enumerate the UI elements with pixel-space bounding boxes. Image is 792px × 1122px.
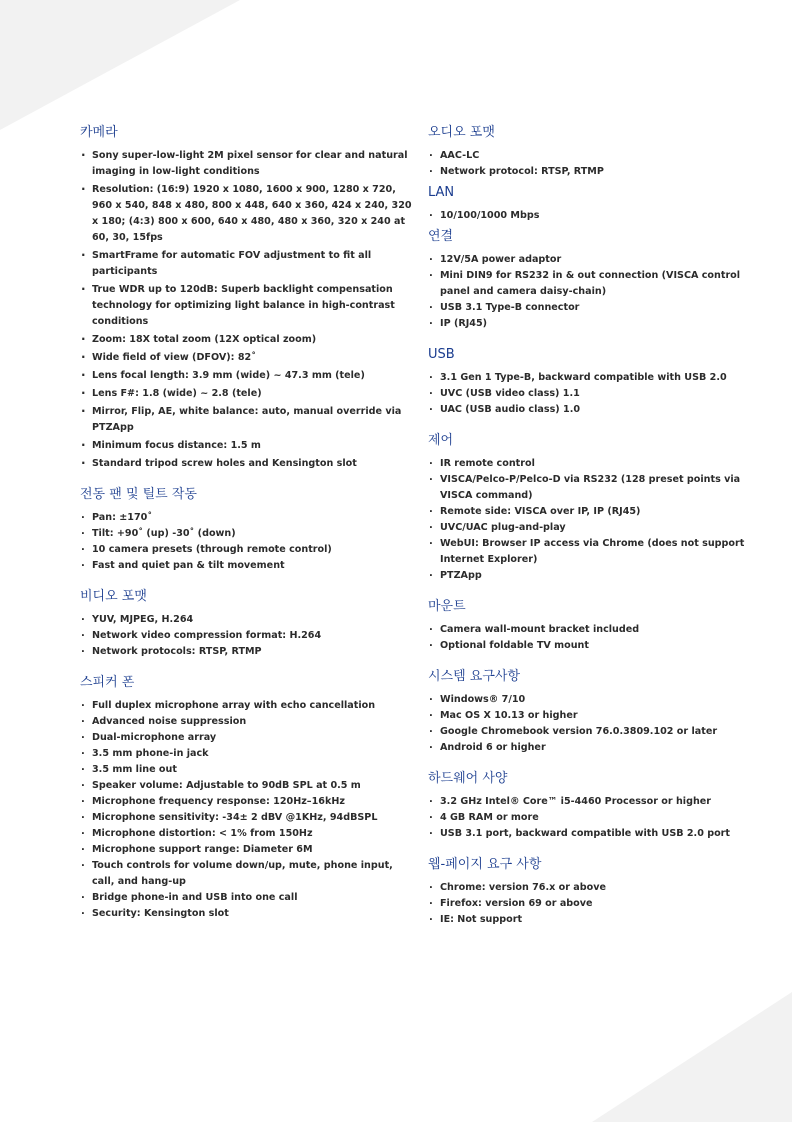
list-item: . Microphone sensitivity: -34± 2 dBV @1KHz, 94dBSPL	[80, 810, 416, 826]
spec-list	[80, 510, 416, 574]
list-item: . 4 GB RAM or more	[428, 810, 764, 826]
list-item: . Network video compression format: H.264	[80, 628, 416, 644]
section-heading: 오디오 포맷	[428, 125, 495, 140]
list-item: . 3.5 mm line out	[80, 762, 416, 778]
list-item: . Tilt: +90˚ (up) -30˚ (down)	[80, 526, 416, 542]
spec-list	[428, 208, 764, 224]
list-item: · Wide field of view (DFOV): 82˚	[80, 350, 416, 366]
list-item: . Camera wall-mount bracket included	[428, 622, 764, 638]
section-usb	[428, 346, 764, 418]
section-system-requirements	[428, 668, 764, 756]
section-video-format	[80, 588, 416, 660]
list-item: . UVC/UAC plug-and-play	[428, 520, 764, 536]
list-item: . Chrome: version 76.x or above	[428, 880, 764, 896]
corner-decoration-top-left	[0, 0, 240, 130]
list-item: . WebUI: Browser IP access via Chrome (does not support Internet Explorer)	[428, 536, 764, 568]
list-item: . IE: Not support	[428, 912, 764, 928]
section-heading: 시스템 요구사항	[428, 669, 521, 684]
list-item: . Firefox: version 69 or above	[428, 896, 764, 912]
list-item: . Fast and quiet pan & tilt movement	[80, 558, 416, 574]
section-pan-tilt	[80, 486, 416, 574]
list-item: . Microphone support range: Diameter 6M	[80, 842, 416, 858]
spec-list	[428, 370, 764, 418]
list-item: . UAC (USB audio class) 1.0	[428, 402, 764, 418]
list-item: · Lens F#: 1.8 (wide) ~ 2.8 (tele)	[80, 386, 416, 402]
list-item: . IP (RJ45)	[428, 316, 764, 332]
list-item: . Windows® 7/10	[428, 692, 764, 708]
section-control	[428, 432, 764, 584]
section-camera	[80, 124, 416, 472]
list-item: · Zoom: 18X total zoom (12X optical zoom)	[80, 332, 416, 348]
list-item: . Dual-microphone array	[80, 730, 416, 746]
section-lan	[428, 184, 764, 224]
list-item: . Speaker volume: Adjustable to 90dB SPL at 0.5 m	[80, 778, 416, 794]
spec-list	[80, 148, 416, 472]
list-item: · Minimum focus distance: 1.5 m	[80, 438, 416, 454]
spec-list	[428, 692, 764, 756]
list-item: . Google Chromebook version 76.0.3809.102 or later	[428, 724, 764, 740]
spec-list	[428, 794, 764, 842]
section-heading: 제어	[428, 433, 454, 448]
corner-decoration-bottom-right	[592, 992, 792, 1122]
list-item: . Advanced noise suppression	[80, 714, 416, 730]
list-item: . PTZApp	[428, 568, 764, 584]
list-item: . Microphone distortion: < 1% from 150Hz	[80, 826, 416, 842]
section-heading: 연결	[428, 229, 454, 244]
section-heading: USB	[428, 347, 455, 362]
list-item: . 3.1 Gen 1 Type-B, backward compatible with USB 2.0	[428, 370, 764, 386]
list-item: . YUV, MJPEG, H.264	[80, 612, 416, 628]
list-item: . Security: Kensington slot	[80, 906, 416, 922]
list-item: . Network protocols: RTSP, RTMP	[80, 644, 416, 660]
section-heading: 하드웨어 사양	[428, 771, 508, 786]
section-heading: 스피커 폰	[80, 675, 135, 690]
spec-list	[80, 612, 416, 660]
list-item: · Sony super-low-light 2M pixel sensor for clear and natural imaging in low-light conditions	[80, 148, 416, 180]
spec-list	[428, 148, 764, 180]
section-heading: 마운트	[428, 599, 466, 614]
section-heading: 비디오 포맷	[80, 589, 147, 604]
list-item: . Microphone frequency response: 120Hz–16kHz	[80, 794, 416, 810]
list-item: . Optional foldable TV mount	[428, 638, 764, 654]
list-item: · Resolution: (16:9) 1920 x 1080, 1600 x 900, 1280 x 720, 960 x 540, 848 x 480, 800 x 448, 640 x 360, 424 x 240, 320 x 180; (4:3) 800 x 600, 640 x 480, 480 x 360, 320 x 240 at 60, 30, 15fps	[80, 182, 416, 246]
right-column	[428, 124, 764, 942]
list-item: . Network protocol: RTSP, RTMP	[428, 164, 764, 180]
list-item: . IR remote control	[428, 456, 764, 472]
spec-list	[428, 456, 764, 584]
list-item: · Standard tripod screw holes and Kensington slot	[80, 456, 416, 472]
list-item: . Android 6 or higher	[428, 740, 764, 756]
list-item: . 10/100/1000 Mbps	[428, 208, 764, 224]
list-item: · SmartFrame for automatic FOV adjustment to fit all participants	[80, 248, 416, 280]
list-item: . 10 camera presets (through remote control)	[80, 542, 416, 558]
section-mount	[428, 598, 764, 654]
list-item: . Full duplex microphone array with echo cancellation	[80, 698, 416, 714]
list-item: . 3.5 mm phone-in jack	[80, 746, 416, 762]
list-item: . AAC-LC	[428, 148, 764, 164]
left-column	[80, 124, 416, 936]
list-item: · Lens focal length: 3.9 mm (wide) ~ 47.3 mm (tele)	[80, 368, 416, 384]
list-item: . Mini DIN9 for RS232 in & out connection (VISCA control panel and camera daisy-chain)	[428, 268, 764, 300]
spec-list	[428, 252, 764, 332]
list-item: . Remote side: VISCA over IP, IP (RJ45)	[428, 504, 764, 520]
list-item: . Mac OS X 10.13 or higher	[428, 708, 764, 724]
section-audio-format	[428, 124, 764, 180]
list-item: . UVC (USB video class) 1.1	[428, 386, 764, 402]
spec-list	[80, 698, 416, 922]
section-hardware-spec	[428, 770, 764, 842]
list-item: · True WDR up to 120dB: Superb backlight compensation technology for optimizing light balance in high-contrast conditions	[80, 282, 416, 330]
section-connectivity	[428, 228, 764, 332]
section-heading: 웹-페이지 요구 사항	[428, 857, 542, 872]
list-item: . Bridge phone-in and USB into one call	[80, 890, 416, 906]
section-heading: 카메라	[80, 125, 118, 140]
spec-list	[428, 622, 764, 654]
section-speakerphone	[80, 674, 416, 922]
list-item: . Pan: ±170˚	[80, 510, 416, 526]
section-web-requirements	[428, 856, 764, 928]
list-item: . 12V/5A power adaptor	[428, 252, 764, 268]
list-item: . USB 3.1 Type-B connector	[428, 300, 764, 316]
section-heading: LAN	[428, 185, 455, 200]
list-item: . VISCA/Pelco-P/Pelco-D via RS232 (128 preset points via VISCA command)	[428, 472, 764, 504]
spec-list	[428, 880, 764, 928]
list-item: . 3.2 GHz Intel® Core™ i5-4460 Processor or higher	[428, 794, 764, 810]
list-item: . Touch controls for volume down/up, mute, phone input, call, and hang-up	[80, 858, 416, 890]
list-item: . USB 3.1 port, backward compatible with USB 2.0 port	[428, 826, 764, 842]
list-item: · Mirror, Flip, AE, white balance: auto, manual override via PTZApp	[80, 404, 416, 436]
section-heading: 전동 팬 및 틸트 작동	[80, 487, 197, 502]
